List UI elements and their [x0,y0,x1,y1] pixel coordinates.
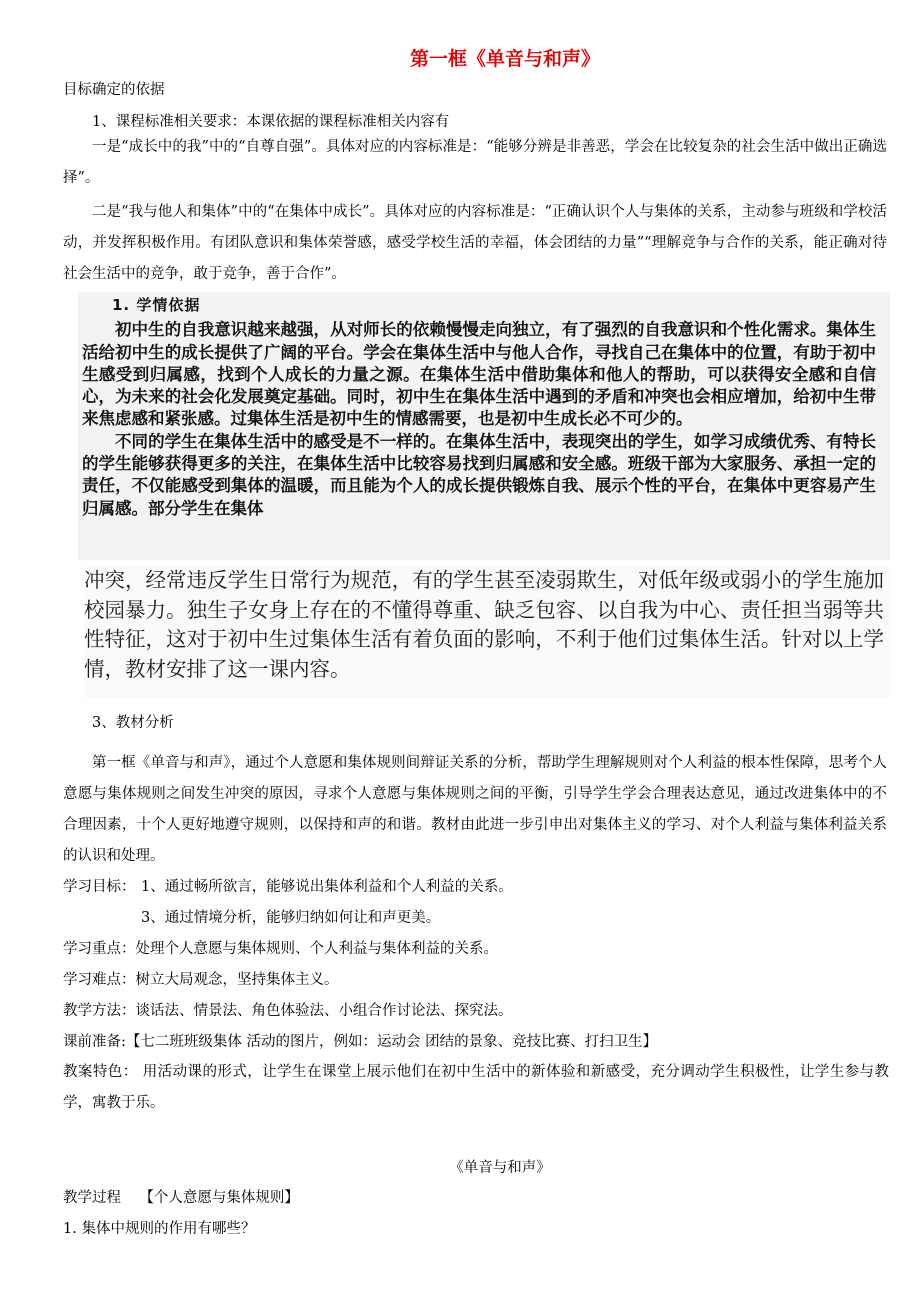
textbook-analysis-paragraph: 第一框《单音与和声》，通过个人意愿和集体规则间辩证关系的分析，帮助学生理解规则对个人利益的根本性保障，思考个人意愿与集体规则之间发生冲突的原因，寻求个人意愿与集体规则之间的平衡，引导学生学会合理表达意见，通过改进集体中的不合理因素，十个人更好地遵守规则，以保持和声的和谐。教材由此进一步引申出对集体主义的学习、对个人利益与集体利益关系的认识和处理。 [63,755,887,864]
learning-goals-label: 学习目标： [63,879,136,895]
scanned-learning-basis [78,292,890,560]
learning-basis-paragraph-3: 冲突，经常违反学生日常行为规范，有的学生甚至凌弱欺生，对低年级或弱小的学生施加校园暴力。独生子女身上存在的不懂得尊重、缺乏包容、以自我为中心、责任担当弱等共性特征，这对于初中生过集体生活有着负面的影响，不利于他们过集体生活。针对以上学情，教材安排了这一课内容。 [84,568,884,681]
scanned-learning-basis-continued [84,566,890,698]
learning-difficulty: 学习难点：树立大局观念，坚持集体主义。 [63,972,339,988]
standard-paragraph-2: 二是“我与他人和集体”中的“在集体中成长”。具体对应的内容标准是：“正确认识个人与集体的关系，主动参与班级和学校活动，并发挥积极作用。有团队意识和集体荣誉感，感受学校生活的幸福，体会团结的力量”“理解竞争与合作的关系，能正确对待社会生活中的竞争，敢于竞争，善于合作”。 [63,204,887,282]
learning-basis-paragraph-1: 初中生的自我意识越来越强，从对师长的依赖慢慢走向独立，有了强烈的自我意识和个性化需求。集体生活给初中生的成长提供了广阔的平台。学会在集体生活中与他人合作，寻找自己在集体中的位置，有助于初中生感受到归属感，找到个人成长的力量之源。在集体生活中借助集体和他人的帮助，可以获得安全感和自信心，为未来的社会化发展奠定基础。同时，初中生在集体生活中遇到的矛盾和冲突也会相应增加，给初中生带来焦虑感和紧张感。过集体生活是初中生的情感需要，也是初中生成长必不可少的。 [82,320,876,429]
curriculum-standard-item: 1、课程标准相关要求：本课依据的课程标准相关内容有 [92,114,450,130]
teaching-process: 教学过程 【个人意愿与集体规则】 [63,1190,299,1206]
question-1: 1. 集体中规则的作用有哪些？ [63,1221,256,1237]
learning-basis-heading: 1. 学情依据 [112,296,201,314]
learning-goal-3: 3、通过情境分析，能够归纳如何让和声更美。 [141,910,441,926]
standard-paragraph-1: 一是“成长中的我”中的“自尊自强”。具体对应的内容标准是：“能够分辨是非善恶，学会在比较复杂的社会生活中做出正确选择”。 [63,139,887,186]
textbook-analysis-heading: 3、教材分析 [92,715,174,731]
basis-heading: 目标确定的依据 [63,82,165,98]
section-title: 《单音与和声》 [449,1160,551,1176]
class-preparation: 课前准备:【七二班班级集体 活动的图片，例如：运动会 团结的景象、竞技比赛、打扫卫生】 [63,1034,658,1050]
learning-focus: 学习重点：处理个人意愿与集体规则、个人利益与集体利益的关系。 [63,941,498,957]
learning-basis-paragraph-2: 不同的学生在集体生活中的感受是不一样的。在集体生活中，表现突出的学生，如学习成绩优秀、有特长的学生能够获得更多的关注，在集体生活中比较容易找到归属感和安全感。班级干部为大家服务、承担一定的责任，不仅能感受到集体的温暖，而且能为个人的成长提供锻炼自我、展示个性的平台，在集体中更容易产生归属感。部分学生在集体 [82,431,876,518]
lesson-features: 教案特色： 用活动课的形式，让学生在课堂上展示他们在初中生活中的新体验和新感受，充分调动学生积极性，让学生参与教学，寓教于乐。 [63,1064,889,1111]
learning-goal-1: 1、通过畅所欲言，能够说出集体利益和个人利益的关系。 [141,879,513,895]
teaching-methods: 教学方法：谈话法、情景法、角色体验法、小组合作讨论法、探究法。 [63,1003,513,1019]
page-title: 第一框《单音与和声》 [409,48,600,70]
